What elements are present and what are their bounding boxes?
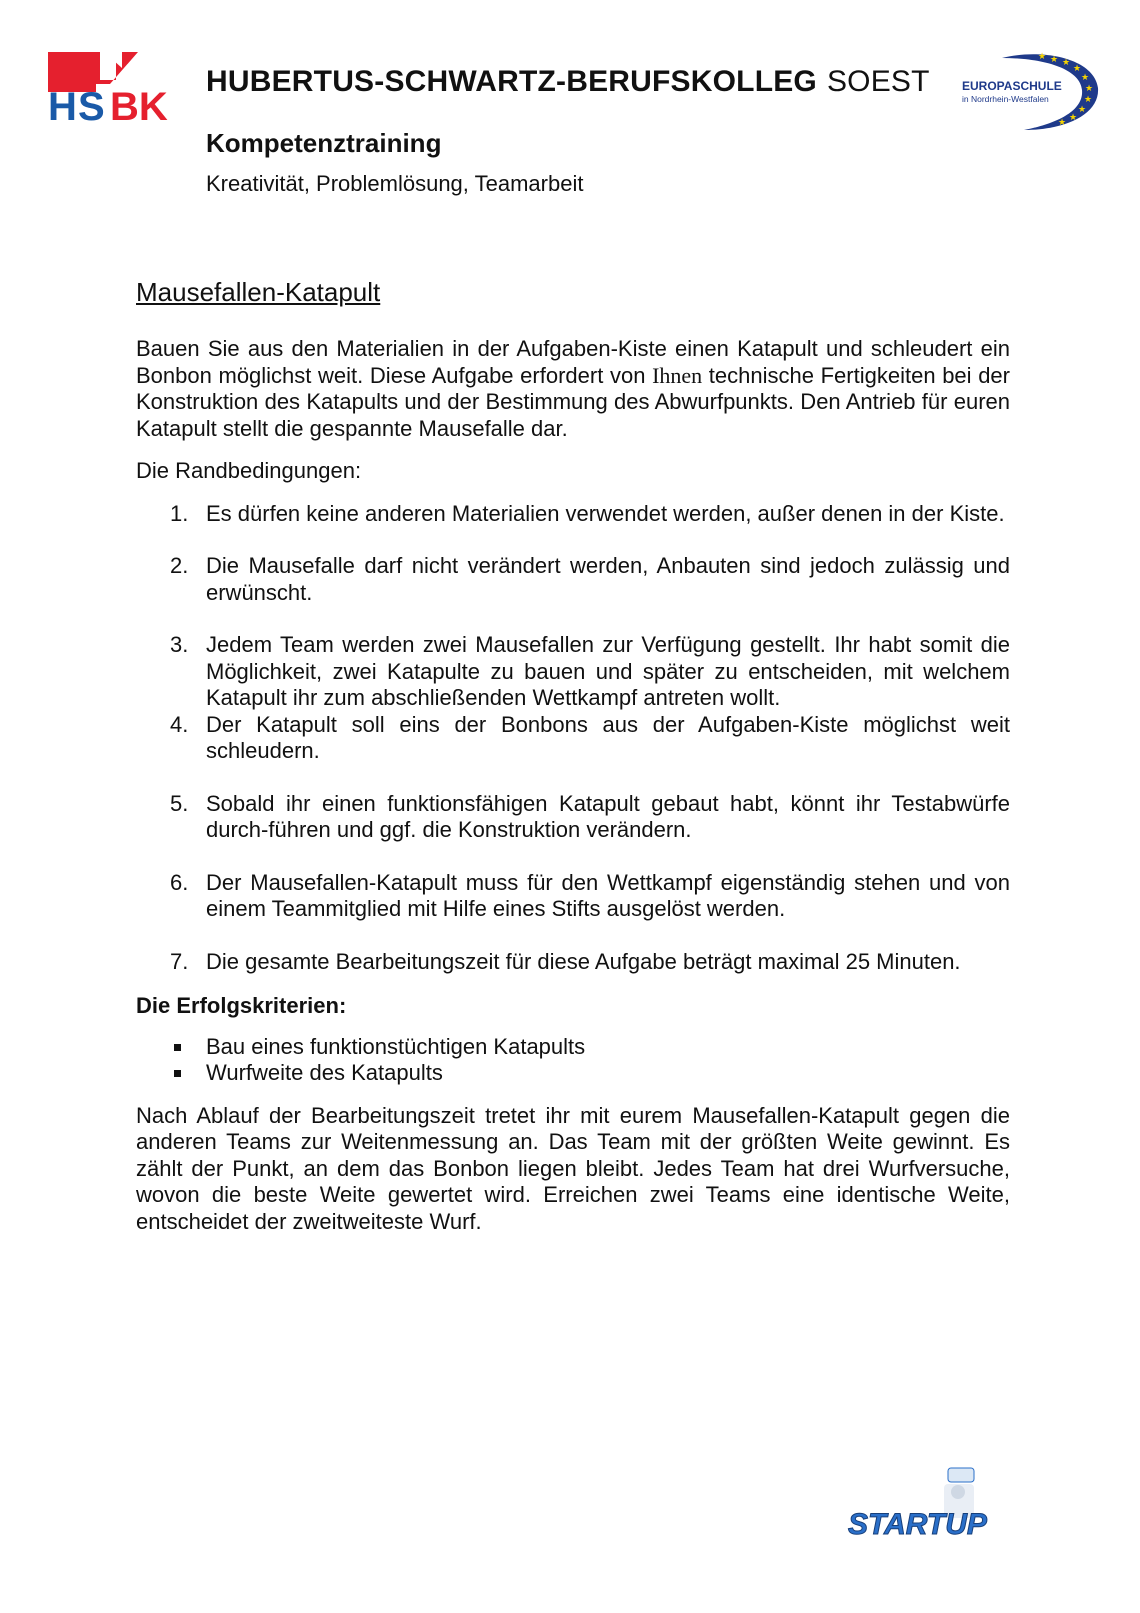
svg-text:★: ★ bbox=[1081, 73, 1090, 83]
school-city: SOEST bbox=[826, 65, 930, 98]
list-item: 4. Der Katapult soll eins der Bonbons aus der Aufgaben-Kiste möglichst weit schleudern. bbox=[170, 711, 1010, 763]
list-item: 5. Sobald ihr einen funktionsfähigen Katapult gebaut habt, könnt ihr Testabwürfe durch-führen und ggf. die Konstruktion verändern. bbox=[170, 790, 1010, 842]
intro-paragraph: Bauen Sie aus den Materialien in der Aufgaben-Kiste einen Katapult und schleudert ein Bonbon möglichst weit. Diese Aufgabe erfordert von Ihnen technische Fertigkeiten bei der Konstruktion des Katapults und der Bestimmung des Abwurfpunkts. Den Antrieb für euren Katapult stellt die gespannte Mausefalle dar. bbox=[136, 336, 1010, 441]
subtitle: Kompetenztraining bbox=[206, 128, 442, 158]
svg-text:S: S bbox=[78, 85, 105, 122]
criteria-heading: Die Erfolgskriterien: bbox=[136, 993, 347, 1018]
skills-line: Kreativität, Problemlösung, Teamarbeit bbox=[206, 171, 584, 196]
list-item: Bau eines funktionstüchtigen Katapults bbox=[136, 1034, 1010, 1061]
svg-text:★: ★ bbox=[1073, 64, 1082, 74]
svg-text:★: ★ bbox=[1084, 95, 1093, 105]
school-title bbox=[206, 64, 930, 100]
svg-text:★: ★ bbox=[1069, 113, 1078, 123]
europaschule-logo bbox=[962, 52, 1100, 132]
list-item: 6. Der Mausefallen-Katapult muss für den Wettkampf eigenständig stehen und von einem Teammitglied mit Hilfe eines Stifts ausgelöst werden. bbox=[170, 869, 1010, 921]
list-item: 7. Die gesamte Bearbeitungszeit für diese Aufgabe beträgt maximal 25 Minuten. bbox=[170, 948, 961, 974]
conditions-heading: Die Randbedingungen: bbox=[136, 458, 362, 483]
svg-text:★: ★ bbox=[1058, 118, 1067, 128]
svg-text:H: H bbox=[48, 85, 77, 122]
hsbk-logo bbox=[48, 48, 176, 122]
list-item: 2. Die Mausefalle darf nicht verändert werden, Anbauten sind jedoch zulässig und erwünscht. bbox=[170, 553, 1010, 605]
svg-text:EUROPASCHULE: EUROPASCHULE bbox=[962, 79, 1062, 93]
svg-text:STARTUP: STARTUP bbox=[848, 1508, 987, 1541]
svg-text:★: ★ bbox=[1038, 52, 1047, 62]
startup-logo bbox=[846, 1462, 1006, 1554]
list-item: Wurfweite des Katapults bbox=[136, 1060, 1010, 1087]
criteria-list bbox=[136, 1034, 1010, 1087]
outro-paragraph: Nach Ablauf der Bearbeitungszeit tretet ihr mit eurem Mausefallen-Katapult gegen die anderen Teams zur Weitenmessung an. Das Team mit der größten Weite gewinnt. Es zählt der Punkt, an dem das Bonbon liegen bleibt. Jedes Team hat drei Wurfversuche, wovon die beste Weite gewertet wird. Erreichen zwei Teams eine identische Weite, entscheidet der zweitweiteste Wurf. bbox=[136, 1102, 1010, 1234]
svg-text:BK: BK bbox=[110, 85, 168, 122]
svg-text:★: ★ bbox=[1078, 105, 1087, 115]
list-item: 3. Jedem Team werden zwei Mausefallen zur Verfügung gestellt. Ihr habt somit die Möglichkeit, zwei Katapulte zu bauen und später zu entscheiden, mit welchem Katapult ihr zum abschließenden Wettkampf antreten wollt. bbox=[170, 632, 1010, 710]
list-item: 1. Es dürfen keine anderen Materialien verwendet werden, außer denen in der Kiste. bbox=[170, 500, 1005, 526]
task-title: Mausefallen-Katapult bbox=[136, 277, 381, 307]
svg-text:★: ★ bbox=[1050, 55, 1059, 65]
task-content bbox=[136, 276, 1010, 1235]
svg-text:in Nordrhein-Westfalen: in Nordrhein-Westfalen bbox=[962, 94, 1049, 104]
school-name: HUBERTUS-SCHWARTZ-BERUFSKOLLEG bbox=[206, 65, 817, 98]
svg-text:★: ★ bbox=[1062, 58, 1071, 68]
svg-text:★: ★ bbox=[1085, 84, 1094, 94]
conditions-list bbox=[136, 501, 1010, 976]
